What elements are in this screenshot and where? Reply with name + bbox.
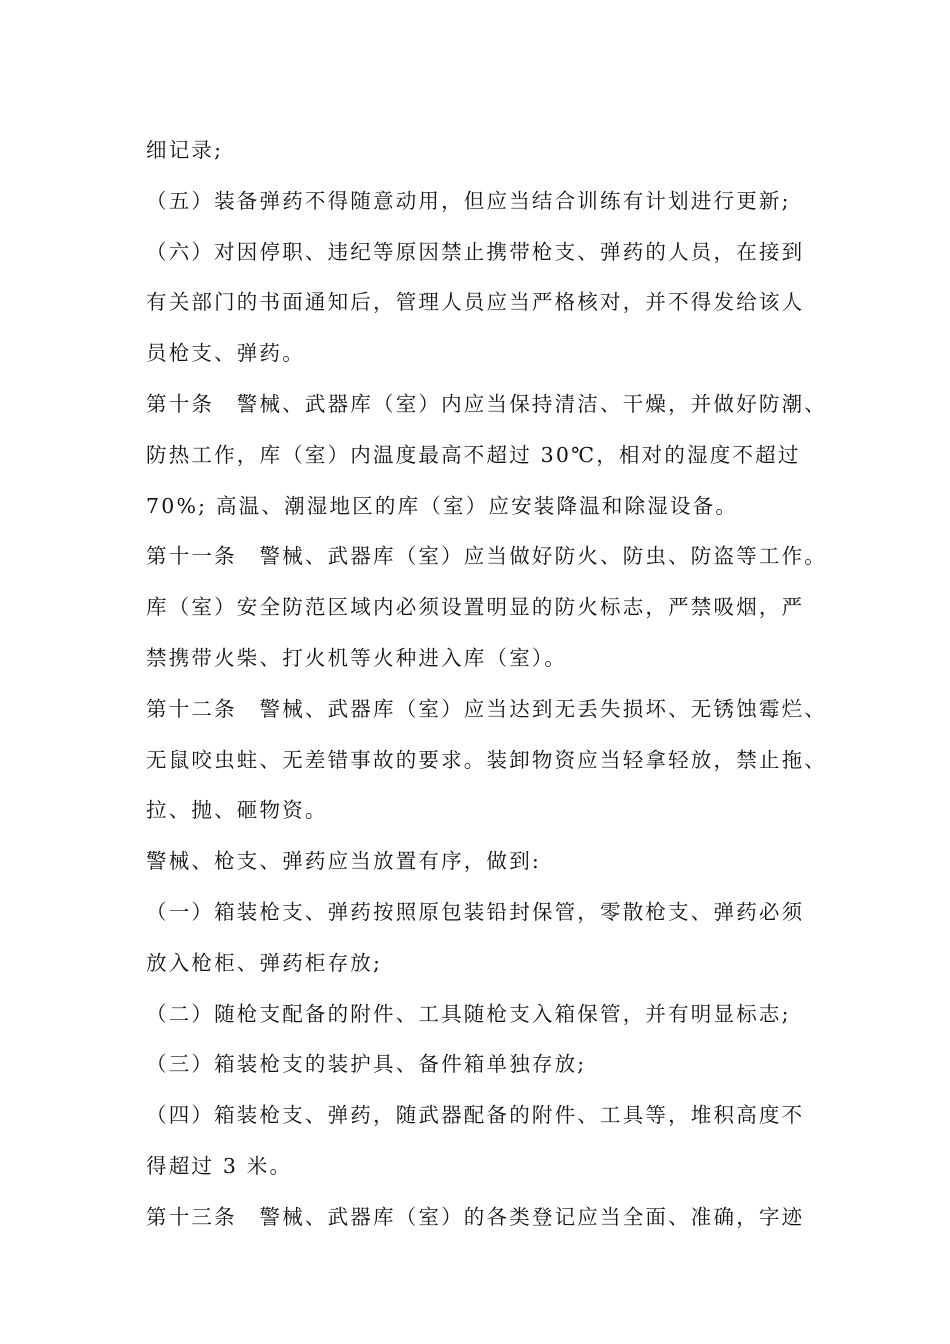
- text-line: （一）箱装枪支、弹药按照原包装铅封保管，零散枪支、弹药必须: [146, 899, 805, 924]
- text-line: 第十一条 警械、武器库（室）应当做好防火、防虫、防盗等工作。: [146, 544, 827, 569]
- text-line: 防热工作，库（室）内温度最高不超过 30℃，相对的湿度不超过: [146, 442, 801, 467]
- text-line: 得超过 3 米。: [146, 1153, 293, 1178]
- text-line: （五）装备弹药不得随意动用，但应当结合训练有计划进行更新;: [146, 188, 791, 213]
- text-line: （二）随枪支配备的附件、工具随枪支入箱保管，并有明显标志;: [146, 1001, 791, 1026]
- text-line: 第十二条 警械、武器库（室）应当达到无丢失损坏、无锈蚀霉烂、: [146, 696, 827, 721]
- text-line: 第十条 警械、武器库（室）内应当保持清洁、干燥，并做好防潮、: [146, 391, 827, 416]
- text-line: 有关部门的书面通知后，管理人员应当严格核对，并不得发给该人: [146, 290, 805, 315]
- document-body: [146, 132, 836, 1250]
- text-line: 细记录;: [146, 138, 224, 162]
- text-line: 放入枪柜、弹药柜存放;: [146, 950, 383, 975]
- text-line: 禁携带火柴、打火机等火种进入库（室）。: [146, 645, 568, 670]
- text-line: 无鼠咬虫蛀、无差错事故的要求。装卸物资应当轻拿轻放，禁止拖、: [146, 747, 827, 772]
- text-line: 警械、枪支、弹药应当放置有序，做到:: [146, 849, 542, 874]
- text-line: 70%; 高温、潮湿地区的库（室）应安装降温和除湿设备。: [146, 493, 739, 518]
- text-line: （三）箱装枪支的装护具、备件箱单独存放;: [146, 1052, 587, 1077]
- text-line: （四）箱装枪支、弹药，随武器配备的附件、工具等，堆积高度不: [146, 1103, 805, 1128]
- text-line: 拉、抛、砸物资。: [146, 798, 328, 823]
- text-line: 第十三条 警械、武器库（室）的各类登记应当全面、准确，字迹: [146, 1204, 805, 1229]
- text-line: 库（室）安全防范区域内必须设置明显的防火标志，严禁吸烟，严: [146, 595, 805, 620]
- text-line: （六）对因停职、违纪等原因禁止携带枪支、弹药的人员，在接到: [146, 239, 805, 264]
- text-line: 员枪支、弹药。: [146, 341, 305, 366]
